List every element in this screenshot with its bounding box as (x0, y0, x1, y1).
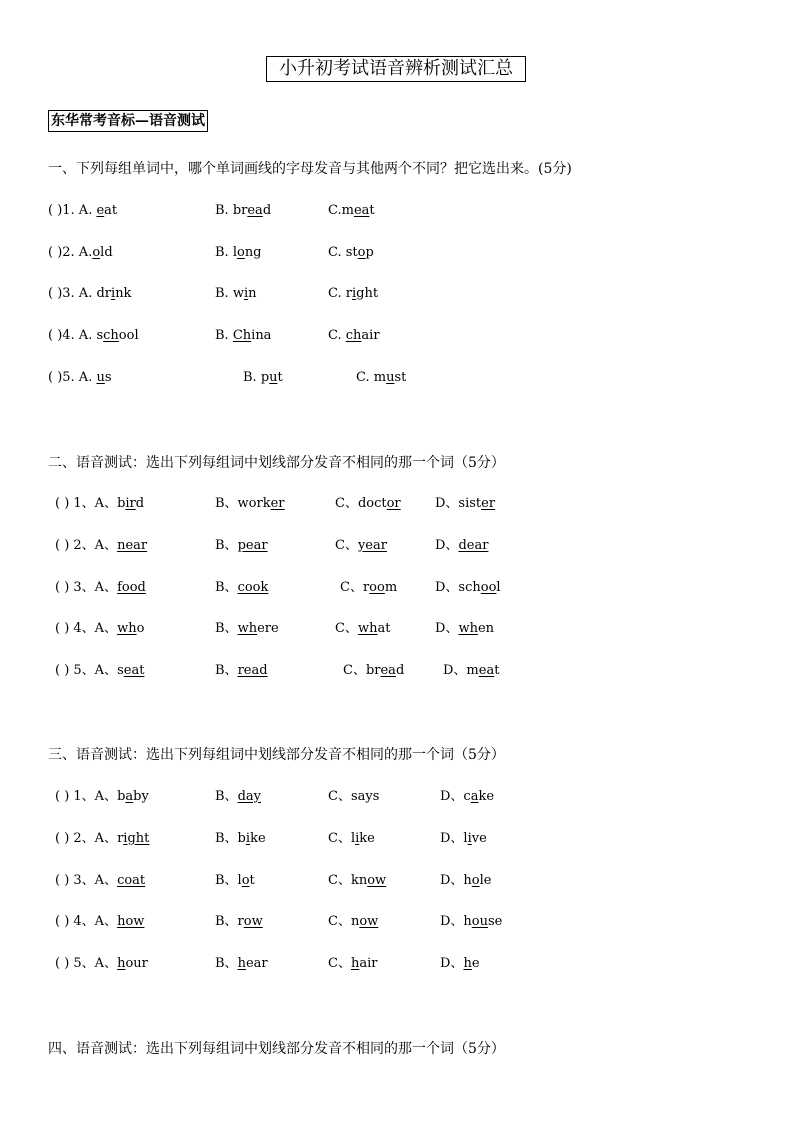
option-b: B、day (215, 789, 261, 804)
option-c: C、now (328, 914, 379, 930)
option-b: B. bread (215, 203, 272, 218)
option-d: D、cake (440, 789, 495, 804)
option-c: C.meat (328, 203, 375, 218)
option-b: B、cook (215, 579, 269, 595)
option-c: C、doctor (335, 496, 401, 511)
option-b: B. China (215, 328, 272, 344)
option-b: B、pear (215, 537, 268, 553)
question-row (0, 787, 794, 807)
option-a: ( ) 4、A、who (55, 621, 145, 637)
option-c: C、like (328, 830, 375, 846)
option-a: ( ) 2、A、near (55, 537, 148, 553)
option-b: B、where (215, 621, 279, 637)
option-b: B、worker (215, 496, 285, 511)
question-row (0, 829, 794, 849)
option-a: ( )1. A. eat (48, 203, 118, 218)
option-b: B、bike (215, 830, 266, 846)
option-b: B、hear (215, 956, 268, 972)
option-a: ( ) 1、A、baby (55, 789, 149, 804)
option-c: C、hair (328, 956, 378, 972)
option-a: ( )3. A. drink (48, 286, 132, 302)
option-c: C. right (328, 286, 379, 302)
option-c: C、bread (343, 663, 405, 679)
option-d: D、house (440, 914, 503, 930)
option-a: ( ) 5、A、hour (55, 956, 148, 972)
question-row (0, 661, 794, 681)
question-row (0, 619, 794, 639)
option-d: D、school (435, 579, 501, 595)
question-row (0, 494, 794, 514)
option-c: C. must (356, 369, 407, 385)
option-d: D、when (435, 621, 495, 637)
option-a: ( )2. A.old (48, 244, 113, 260)
option-c: C. chair (328, 328, 380, 344)
option-d: D、dear (435, 537, 489, 553)
question-row (0, 201, 794, 221)
option-d: D、hole (440, 872, 492, 888)
option-c: C. stop (328, 244, 374, 260)
document-subtitle: 东华常考音标—语音测试 (48, 110, 208, 132)
option-b: B. put (243, 369, 283, 385)
option-d: D、he (440, 956, 480, 972)
option-d: D、sister (435, 496, 496, 511)
question-row (0, 578, 794, 598)
option-b: B、read (215, 663, 268, 679)
question-row (0, 284, 794, 304)
option-d: D、meat (443, 663, 500, 679)
option-a: ( ) 2、A、right (55, 830, 150, 846)
option-a: ( )4. A. school (48, 328, 139, 344)
question-row (0, 243, 794, 263)
question-row (0, 871, 794, 891)
section-heading: 一、下列每组单词中，哪个单词画线的字母发音与其他两个不同？把它选出来。(5分) (48, 161, 572, 177)
question-row (0, 912, 794, 932)
option-c: C、what (335, 621, 391, 637)
question-row (0, 954, 794, 974)
option-a: ( )5. A. us (48, 369, 112, 385)
option-c: C、know (328, 872, 387, 888)
question-row (0, 326, 794, 346)
option-b: B. win (215, 286, 257, 302)
section-heading: 二、语音测试：选出下列每组词中划线部分发音不相同的那一个词（5分） (48, 455, 505, 471)
section-heading: 三、语音测试：选出下列每组词中划线部分发音不相同的那一个词（5分） (48, 747, 505, 763)
option-c: C、room (340, 579, 398, 595)
section-heading: 四、语音测试：选出下列每组词中划线部分发音不相同的那一个词（5分） (48, 1041, 505, 1057)
option-a: ( ) 3、A、coat (55, 872, 146, 888)
option-b: B. long (215, 244, 262, 260)
option-b: B、lot (215, 872, 255, 888)
option-d: D、live (440, 830, 487, 846)
option-c: C、year (335, 537, 387, 553)
question-row (0, 368, 794, 388)
document-title: 小升初考试语音辨析测试汇总 (266, 56, 526, 82)
option-a: ( ) 4、A、how (55, 914, 145, 930)
option-a: ( ) 3、A、food (55, 579, 146, 595)
option-a: ( ) 5、A、seat (55, 663, 145, 679)
option-a: ( ) 1、A、bird (55, 496, 145, 511)
question-row (0, 536, 794, 556)
option-b: B、row (215, 914, 263, 930)
option-c: C、says (328, 789, 380, 804)
